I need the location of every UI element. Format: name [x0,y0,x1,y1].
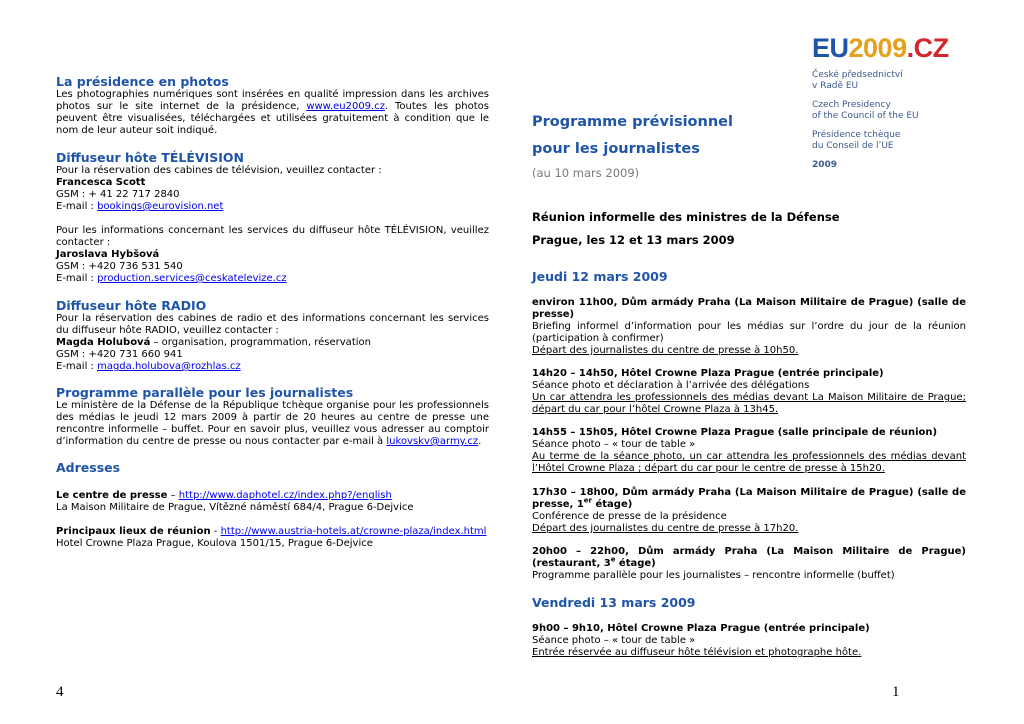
meeting-dates: Prague, les 12 et 13 mars 2009 [532,233,735,247]
event-3-head: 14h55 – 15h05, Hôtel Crowne Plaza Prague (salle principale de réunion) [532,427,938,438]
programme-subtitle: (au 10 mars 2009) [532,166,640,180]
day2-title: Vendredi 13 mars 2009 [532,595,696,610]
press-centre-address: La Maison Militaire de Prague, Vítězné náměstí 684/4, Prague 6-Dejvice [56,502,414,513]
radio-email-row: E-mail : magda.holubova@rozhlas.cz [56,361,241,372]
parallel-title: Programme parallèle pour les journalistes [56,385,354,400]
event-1-text: Briefing informel d’information pour les médias sur l’ordre du jour de la réunion (participation à confirmer) [532,321,966,344]
eu2009-link[interactable]: www.eu2009.cz [306,101,385,112]
logo-czech-line1: České předsednictví [812,70,903,80]
event-6 [532,623,966,659]
parallel-section [56,385,489,448]
logo-french-line2: du Conseil de l’UE [812,141,894,151]
event-3 [532,427,966,475]
tv-line2: Pour les informations concernant les services du diffuseur hôte TÉLÉVISION, veuillez contacter : [56,225,489,248]
radio-line1: Pour la réservation des cabines de radio et des informations concernant les services du diffuseur hôte RADIO, veuillez contacter : [56,313,489,336]
logo-english-line2: of the Council of the EU [812,111,919,121]
event-4-text: Conférence de presse de la présidence [532,511,727,522]
tv-contact-name2: Jaroslava Hybšová [56,249,160,260]
programme-title-1: Programme prévisionnel [532,114,733,130]
venue-address: Hotel Crowne Plaza Prague, Koulova 1501/15, Prague 6-Dejvice [56,538,373,549]
event-6-note: Entrée réservée au diffuseur hôte télévision et photographe hôte. [532,647,862,658]
eu2009-logo-mark: EU2009.CZ [812,33,949,63]
programme-title-2: pour les journalistes [532,141,700,157]
addresses-title: Adresses [56,460,121,475]
tv-line1: Pour la réservation des cabines de télévision, veuillez contacter : [56,165,382,176]
event-4-note: Départ des journalistes du centre de presse à 17h20. [532,523,799,534]
event-2-note: Un car attendra les professionnels des médias devant La Maison Militaire de Prague; départ du car pour l’hôtel Crowne Plaza à 13h45. [532,392,966,415]
tv-contact-name1: Francesca Scott [56,177,146,188]
press-centre-link[interactable]: http://www.daphotel.cz/index.php?/english [178,490,392,501]
tv-email2-link[interactable]: production.services@ceskatelevize.cz [97,273,287,284]
parallel-email-link[interactable]: lukovskv@army.cz [386,436,479,447]
event-1-note: Départ des journalistes du centre de presse à 10h50. [532,345,799,356]
venue-link[interactable]: http://www.austria-hotels.at/crowne-plaza/index.html [220,526,487,537]
tv-title: Diffuseur hôte TÉLÉVISION [56,150,244,165]
logo-french-line1: Présidence tchèque [812,130,901,140]
event-2-head: 14h20 – 14h50, Hôtel Crowne Plaza Prague (entrée principale) [532,368,884,379]
event-6-head: 9h00 – 9h10, Hôtel Crowne Plaza Prague (entrée principale) [532,623,870,634]
event-5-text: Programme parallèle pour les journalistes – rencontre informelle (buffet) [532,570,895,581]
radio-section [56,298,489,373]
meeting-title: Réunion informelle des ministres de la Défense [532,210,840,224]
page-number-left: 4 [56,684,64,700]
radio-title: Diffuseur hôte RADIO [56,298,207,313]
tv-gsm2: GSM : +420 736 531 540 [56,261,183,272]
radio-gsm: GSM : +420 731 660 941 [56,349,183,360]
day1-title: Jeudi 12 mars 2009 [532,269,668,284]
event-2 [532,368,966,416]
logo-year: 2009 [812,160,838,170]
eu2009-logo [812,34,972,170]
event-5-head: 20h00 – 22h00, Dům armády Praha (La Maison Militaire de Prague) (restaurant, 3e étage) [532,546,966,569]
radio-contact-name: Magda Holubová [56,337,151,348]
photos-section [56,74,489,137]
addresses-section [56,460,489,550]
radio-contact-row: Magda Holubová – organisation, programmation, réservation [56,337,371,348]
event-2-text: Séance photo et déclaration à l’arrivée des délégations [532,380,810,391]
page-number-right: 1 [892,684,900,700]
event-1-head: environ 11h00, Dům armády Praha (La Maison Militaire de Prague) (salle de presse) [532,297,966,320]
event-1 [532,297,966,357]
event-6-text: Séance photo – « tour de table » [532,635,696,646]
photos-title: La présidence en photos [56,74,229,89]
photos-text: Les photographies numériques sont insérées en qualité impression dans les archives photos sur le site internet de la présidence, www.eu2009.cz. Toutes les photos peuvent être visualisées, téléchargées et utilisées gratuitement à condition que le nom de leur auteur soit indiqué. [56,89,489,136]
event-4 [532,487,966,535]
tv-email1-row: E-mail : bookings@eurovision.net [56,201,224,212]
tv-email2-row: E-mail : production.services@ceskatelevize.cz [56,273,287,284]
event-3-note: Au terme de la séance photo, un car attendra les professionnels des médias devant l’Hôtel Crowne Plaza ; départ du car pour le centre de presse à 15h20. [532,451,966,474]
tv-section [56,150,489,285]
tv-email1-link[interactable]: bookings@eurovision.net [97,201,224,212]
logo-english-line1: Czech Presidency [812,100,891,110]
event-4-head: 17h30 – 18h00, Dům armády Praha (La Maison Militaire de Prague) (salle de presse, 1er étage) [532,487,966,510]
tv-gsm1: GSM : + 41 22 717 2840 [56,189,180,200]
logo-czech-line2: v Radě EU [812,81,859,91]
event-5 [532,546,966,582]
radio-email-link[interactable]: magda.holubova@rozhlas.cz [97,361,241,372]
venue-row: Principaux lieux de réunion - http://www.austria-hotels.at/crowne-plaza/index.html [56,526,487,537]
parallel-text: Le ministère de la Défense de la République tchèque organise pour les professionnels des médias le jeudi 12 mars 2009 à partir de 20 heures au centre de presse une rencontre informelle – buffet. Pour en savoir plus, veuillez vous adresser au comptoir d’information du centre de presse ou nous contacter par e-mail à lukovskv@army.cz. [56,400,489,447]
event-3-text: Séance photo – « tour de table » [532,439,696,450]
press-centre-row: Le centre de presse – http://www.daphotel.cz/index.php?/english [56,490,392,501]
